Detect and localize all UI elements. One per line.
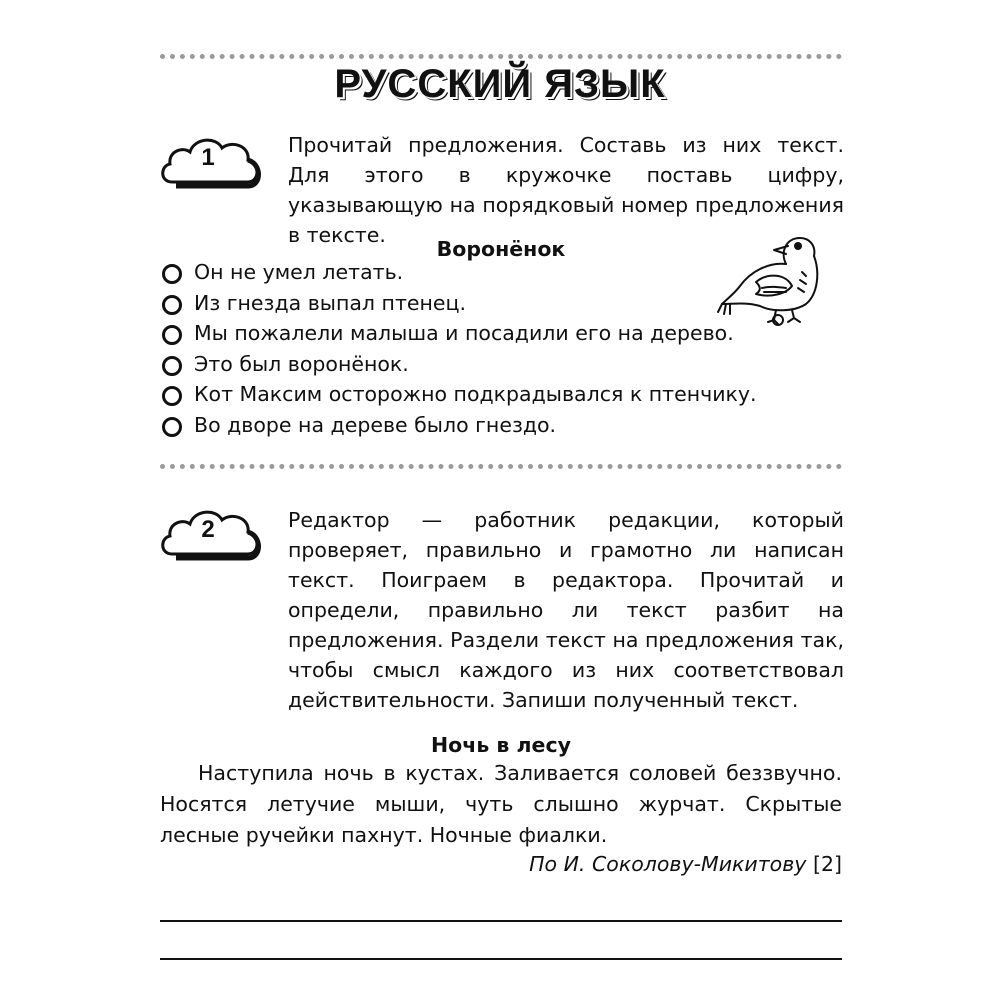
top-dotted-divider bbox=[160, 54, 842, 59]
text-heading: Ночь в лесу bbox=[431, 733, 571, 757]
reference-number: [2] bbox=[812, 852, 842, 876]
author-attribution bbox=[160, 852, 842, 876]
author-name: По И. Соколову-Микитову bbox=[529, 852, 807, 876]
answer-line[interactable] bbox=[160, 958, 842, 960]
sentence-text: Мы пожалели малыша и посадили его на дерево. bbox=[194, 321, 734, 345]
list-item bbox=[162, 379, 757, 410]
task-instruction: Редактор — работник редакции, который проверяет, правильно и грамотно ли написан текст. Поиграем в редактора. Прочитай и определи, правильно ли текст разбит на предложения. Раздели текст на предложения так, чтобы смысл каждого из них соответствовал действительности. Запиши полученный текст. bbox=[288, 508, 844, 712]
answer-circle[interactable] bbox=[162, 417, 182, 437]
list-item bbox=[162, 349, 757, 380]
task-number-badge bbox=[158, 502, 268, 562]
sentence-text: Во дворе на дереве было гнездо. bbox=[194, 412, 557, 437]
list-item bbox=[162, 318, 757, 349]
sentence-list bbox=[162, 257, 757, 440]
task-number-badge bbox=[158, 130, 268, 190]
sentence-text: Из гнезда выпал птенец. bbox=[194, 290, 466, 315]
middle-dotted-divider bbox=[160, 464, 842, 469]
crow-chick-icon bbox=[716, 232, 826, 327]
answer-circle[interactable] bbox=[162, 325, 182, 345]
text-heading: Воронёнок bbox=[436, 237, 566, 261]
list-item bbox=[162, 288, 757, 319]
page-title: РУССКИЙ ЯЗЫК bbox=[334, 62, 666, 106]
list-item bbox=[162, 410, 757, 441]
answer-line[interactable] bbox=[160, 920, 842, 922]
list-item bbox=[162, 257, 757, 288]
story-text-block bbox=[160, 758, 842, 851]
task-instruction: Прочитай предложения. Составь из них текст. Для этого в кружочке поставь цифру, указывающую на порядковый номер предложения в тексте. bbox=[288, 133, 844, 247]
answer-circle[interactable] bbox=[162, 295, 182, 315]
task-number: 1 bbox=[201, 144, 215, 171]
answer-circle[interactable] bbox=[162, 356, 182, 376]
sentence-text: Это был воронёнок. bbox=[194, 351, 409, 376]
answer-circle[interactable] bbox=[162, 264, 182, 284]
task-number: 2 bbox=[201, 516, 215, 543]
sentence-text: Кот Максим осторожно подкрадывался к птенчику. bbox=[194, 382, 757, 406]
answer-circle[interactable] bbox=[162, 386, 182, 406]
sentence-text: Он не умел летать. bbox=[194, 260, 404, 284]
story-text: Наступила ночь в кустах. Заливается соловей беззвучно. Носятся летучие мыши, чуть слышно журчат. Скрытые лесные ручейки пахнут. Ночные фиалки. bbox=[160, 761, 842, 847]
